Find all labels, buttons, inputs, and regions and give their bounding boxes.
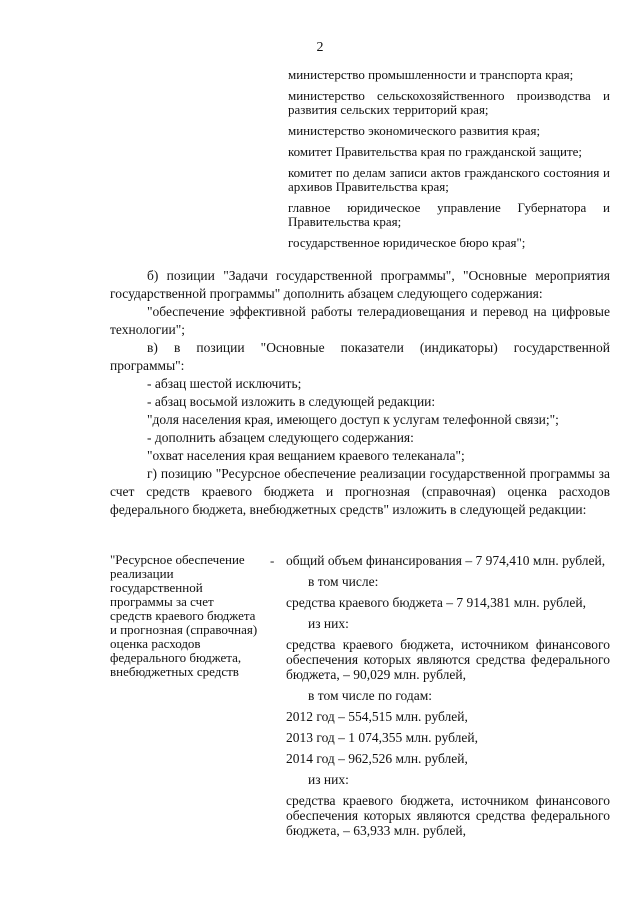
table-line: из них: [308,616,349,631]
list-item: министерство экономического развития края; [288,123,541,138]
paragraph-quote: "обеспечение эффективной работы телерадиовещания и перевод на цифровые технологии"; [110,304,610,337]
table-line: общий объем финансирования – 7 974,410 млн. рублей, [286,553,606,568]
paragraph-item: "доля населения края, имеющего доступ к услугам телефонной связи;"; [147,412,559,427]
paragraph-item: - абзац шестой исключить; [147,376,302,391]
list-item: министерство сельскохозяйственного производства и развития сельских территорий края; [288,88,610,117]
table-left-cell: "Ресурсное обеспечение реализации государственной программы за счет средств краевого бюджета и прогнозная (справочная) оценка расходов федерального бюджета, внебюджетных средств [110,552,258,679]
table-dash: - [270,553,275,568]
paragraph-item: "охват населения края вещанием краевого телеканала"; [147,448,465,463]
agency-list [288,68,610,257]
table-right-cell [286,553,610,844]
paragraph-item: - абзац восьмой изложить в следующей редакции: [147,394,436,409]
document-body [110,267,610,519]
paragraph-g: г) позицию "Ресурсное обеспечение реализации государственной программы за счет средств краевого бюджета и прогнозная (справочная) оценка расходов федерального бюджета, внебюджетных средств" изложить в следующей редакции: [110,466,610,517]
list-item: комитет по делам записи актов гражданского состояния и архивов Правительства края; [288,165,610,194]
table-line: из них: [308,772,349,787]
table-line: средства краевого бюджета, источником финансового обеспечения которых являются средства федерального бюджета, – 63,933 млн. рублей, [286,793,610,838]
paragraph-v: в) в позиции "Основные показатели (индикаторы) государственной программы": [110,340,610,373]
table-line: 2012 год – 554,515 млн. рублей, [286,709,468,724]
list-item: государственное юридическое бюро края"; [288,235,526,250]
table-line: в том числе по годам: [308,688,433,703]
table-line: 2014 год – 962,526 млн. рублей, [286,751,468,766]
list-item: комитет Правительства края по гражданской защите; [288,144,583,159]
paragraph-b: б) позиции "Задачи государственной программы", "Основные мероприятия государственной программы" дополнить абзацем следующего содержания: [110,268,610,301]
paragraph-item: - дополнить абзацем следующего содержания: [147,430,414,445]
table-line: 2013 год – 1 074,355 млн. рублей, [286,730,478,745]
list-item: министерство промышленности и транспорта края; [288,67,574,82]
table-line: в том числе: [308,574,379,589]
list-item: главное юридическое управление Губернатора и Правительства края; [288,200,610,229]
table-line: средства краевого бюджета – 7 914,381 млн. рублей, [286,595,586,610]
table-line: средства краевого бюджета, источником финансового обеспечения которых являются средства федерального бюджета, – 90,029 млн. рублей, [286,637,610,682]
page-number: 2 [316,40,324,55]
